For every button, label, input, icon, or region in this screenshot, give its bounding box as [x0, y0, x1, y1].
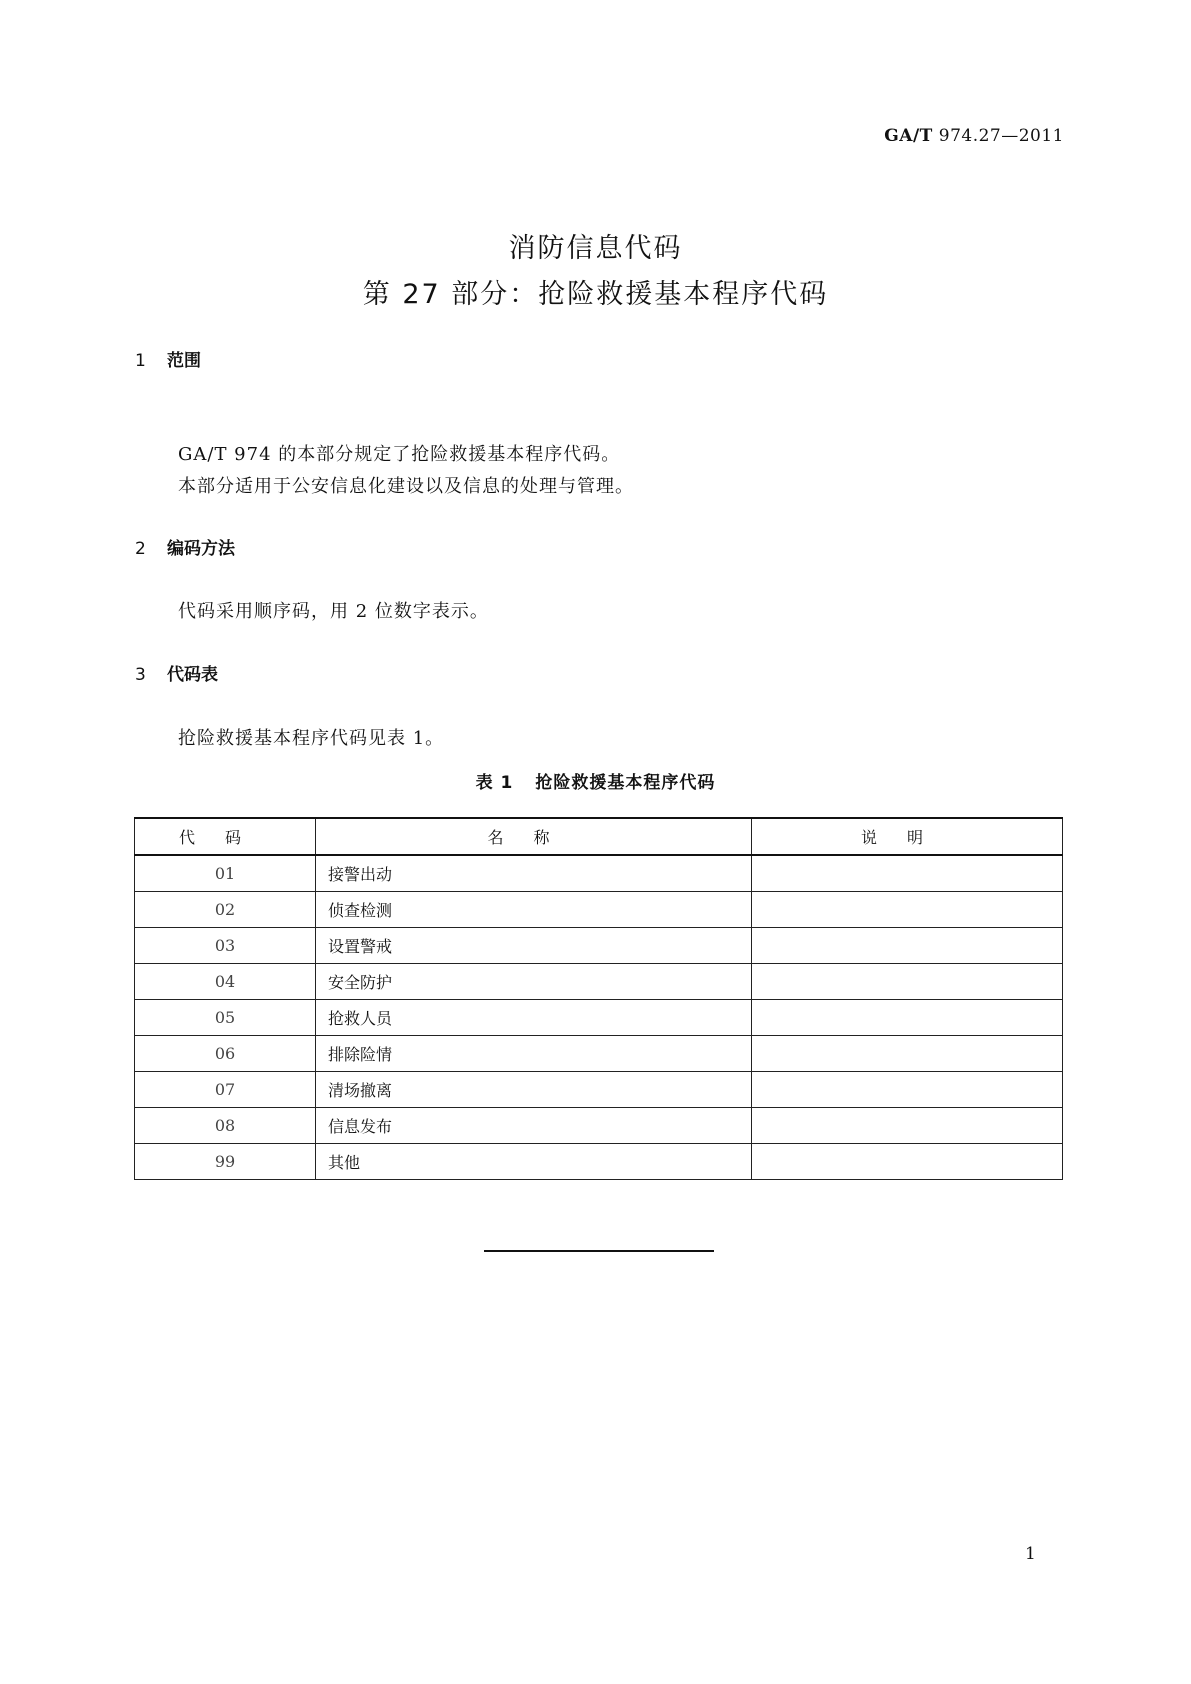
table-row: [135, 1000, 1063, 1036]
row-note: [752, 855, 1063, 892]
page-number: 1: [1025, 1544, 1036, 1564]
section-2-paragraph-1: 代码采用顺序码，用 2 位数字表示。: [178, 601, 489, 622]
row-note: [752, 1108, 1063, 1144]
row-code: 04: [135, 964, 316, 1000]
table-caption-title: 抢险救援基本程序代码: [535, 773, 716, 793]
row-code: 02: [135, 892, 316, 928]
row-note: [752, 892, 1063, 928]
table-row: [135, 892, 1063, 928]
table-caption-label: 表 1: [475, 773, 514, 793]
row-code: 06: [135, 1036, 316, 1072]
section-1-paragraph-1: GA/T 974 的本部分规定了抢险救援基本程序代码。: [178, 444, 621, 465]
header-note: 说明: [752, 818, 1063, 855]
section-title: 代码表: [167, 665, 218, 685]
table-row: [135, 964, 1063, 1000]
section-3-heading: [135, 660, 218, 685]
table-row: [135, 1072, 1063, 1108]
section-title: 范围: [167, 351, 201, 371]
section-2-heading: [135, 534, 235, 559]
row-name: 其他: [316, 1144, 752, 1180]
row-code: 03: [135, 928, 316, 964]
row-name: 侦查检测: [316, 892, 752, 928]
table-header-row: [135, 818, 1063, 855]
table-row: [135, 1108, 1063, 1144]
section-number: 2: [135, 539, 146, 559]
row-note: [752, 1144, 1063, 1180]
section-number: 1: [135, 351, 146, 371]
document-title: [0, 226, 1191, 318]
row-name: 接警出动: [316, 855, 752, 892]
row-code: 07: [135, 1072, 316, 1108]
table-row: [135, 928, 1063, 964]
section-3-paragraph-1: 抢险救援基本程序代码见表 1。: [178, 728, 445, 749]
table-row: [135, 1144, 1063, 1180]
table-row: [135, 1036, 1063, 1072]
row-name: 设置警戒: [316, 928, 752, 964]
row-note: [752, 1000, 1063, 1036]
standard-code: 974.27—2011: [938, 126, 1064, 146]
standard-prefix: GA/T: [884, 126, 933, 146]
row-code: 01: [135, 855, 316, 892]
table-caption: [0, 768, 1191, 793]
header-name: 名称: [316, 818, 752, 855]
code-table: [134, 817, 1063, 1180]
row-note: [752, 1036, 1063, 1072]
header-code: 代码: [135, 818, 316, 855]
row-name: 抢救人员: [316, 1000, 752, 1036]
section-number: 3: [135, 665, 146, 685]
standard-number: [884, 126, 1064, 146]
row-code: 99: [135, 1144, 316, 1180]
title-line-2: 第 27 部分：抢险救援基本程序代码: [362, 279, 829, 310]
row-note: [752, 1072, 1063, 1108]
title-line-1: 消防信息代码: [508, 233, 683, 264]
row-code: 05: [135, 1000, 316, 1036]
table-row: [135, 855, 1063, 892]
end-divider: [484, 1250, 714, 1252]
row-name: 信息发布: [316, 1108, 752, 1144]
row-code: 08: [135, 1108, 316, 1144]
row-note: [752, 964, 1063, 1000]
row-name: 排除险情: [316, 1036, 752, 1072]
row-note: [752, 928, 1063, 964]
section-title: 编码方法: [167, 539, 235, 559]
row-name: 清场撤离: [316, 1072, 752, 1108]
section-1-paragraph-2: 本部分适用于公安信息化建设以及信息的处理与管理。: [178, 476, 634, 497]
section-1-heading: [135, 346, 201, 371]
row-name: 安全防护: [316, 964, 752, 1000]
